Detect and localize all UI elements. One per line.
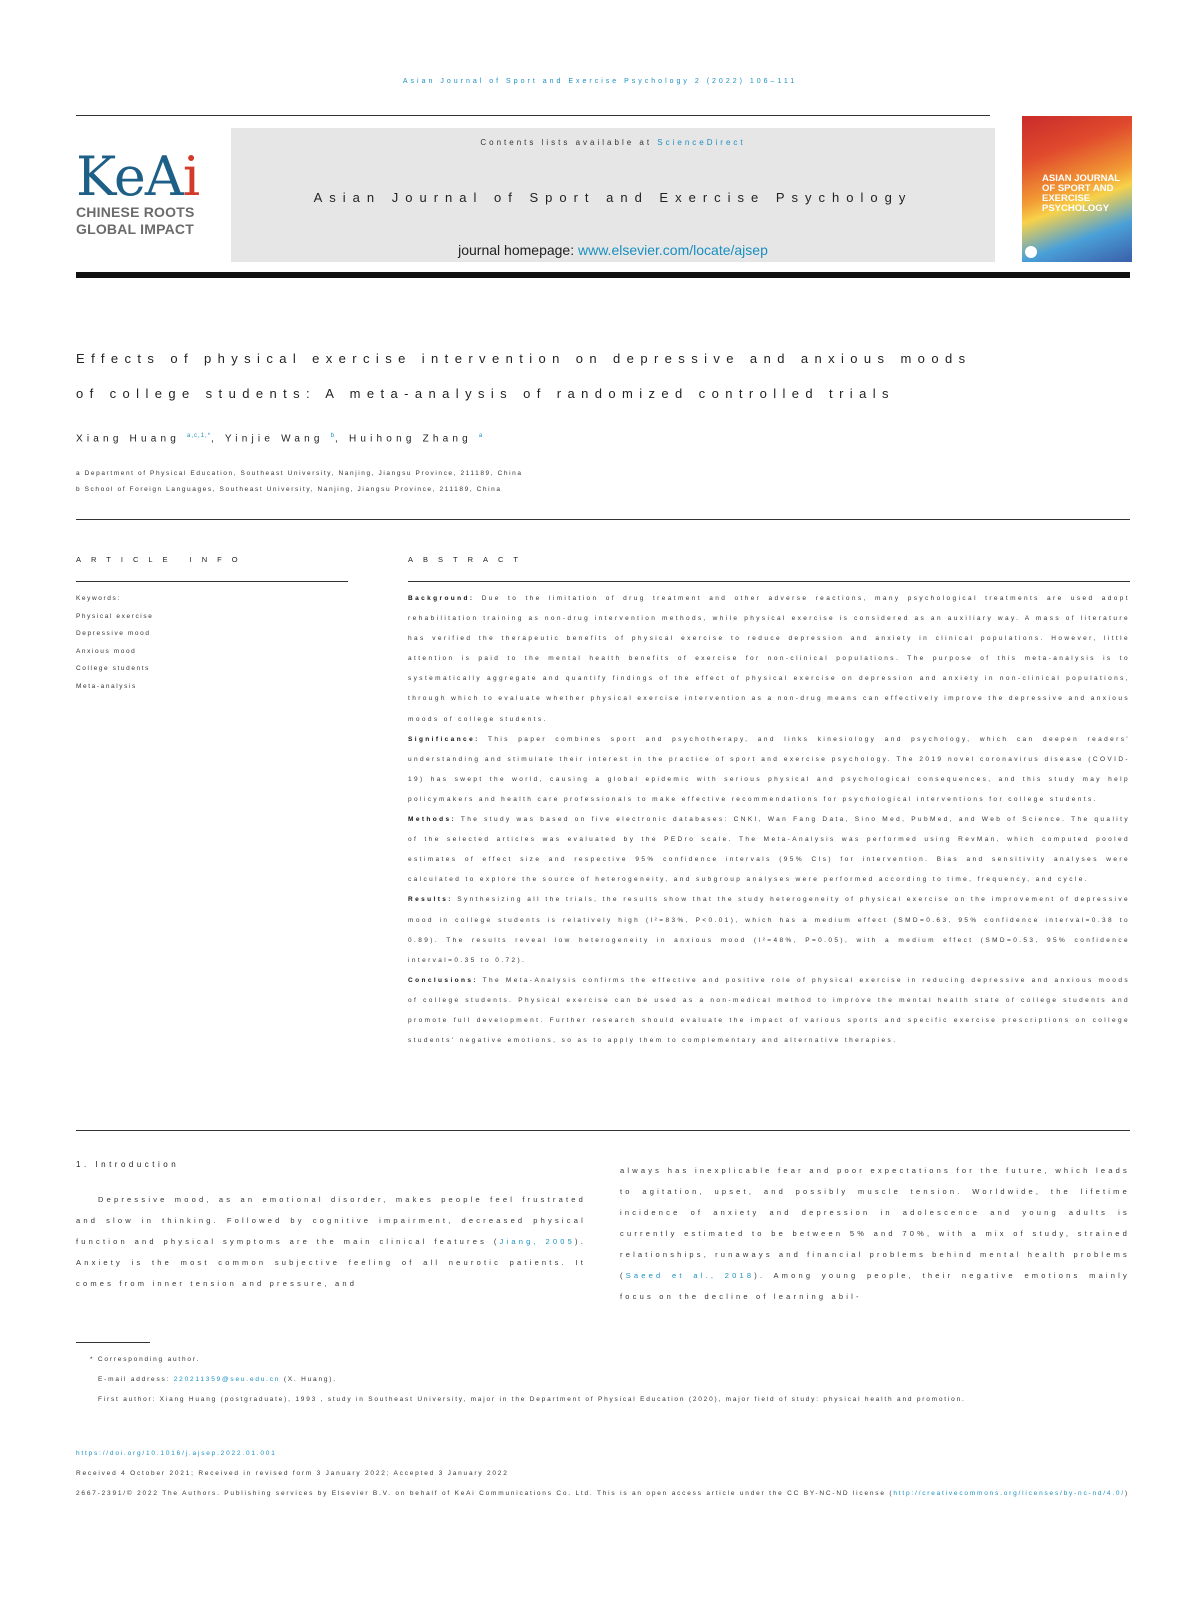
article-title-line-1: Effects of physical exercise intervention on depressive and anxious moods — [76, 351, 972, 366]
cover-publisher-logo-icon — [1025, 246, 1037, 258]
logo-text-i: i — [182, 145, 200, 208]
header-rule — [76, 115, 990, 116]
body-column-left — [76, 1160, 586, 1294]
keyword-list — [76, 590, 348, 695]
introduction-heading: 1. Introduction — [76, 1160, 180, 1169]
paragraph-text: ). Among young people, their negative emotions mainly focus on the decline of learning abil- — [620, 1271, 1130, 1301]
paragraph-text: always has inexplicable fear and poor expectations for the future, which leads to agitation, upset, and possibly muscle tension. Worldwide, the lifetime incidence of anxiety and depression in adolescence and young adults is currently estimated to be between 5% and 70%, with a mix of study, strained relationships, runaways and financial problems behind mental health problems ( — [620, 1166, 1130, 1280]
author-affiliation-mark[interactable]: b — [330, 433, 335, 439]
header-thick-rule — [76, 272, 1130, 278]
author-name[interactable]: Huihong Zhang — [348, 433, 472, 445]
author-name[interactable]: Yinjie Wang — [224, 433, 324, 445]
cover-title: ASIAN JOURNAL OF SPORT AND EXERCISE PSYCHOLOGY — [1042, 173, 1120, 214]
section-text: Due to the limitation of drug treatment and other adverse reactions, many psychological treatments are used adopt rehabilitation training as non-drug intervention methods, while physical exercise is considered as an auxiliary way. A mass of literature has verified the therapeutic benefits of physical exercise to reduce depression and anxiety in clinical populations. However, little attention is paid to the mental health benefits of exercise for non-clinical populations. The purpose of this meta-analysis is to systematically aggregate and quantify findings of the effect of physical exercise on depression and anxiety in non-clinical populations, through which to evaluate whether physical exercise intervention as a non-drug means can effectively improve the depressive and anxious moods of college students. — [408, 595, 1130, 723]
journal-reference[interactable]: Asian Journal of Sport and Exercise Psychology 2 (2022) 106–111 — [402, 78, 798, 85]
author-affiliation-mark[interactable]: a,c,1,* — [187, 433, 212, 439]
section-text: The Meta-Analysis confirms the effective and positive role of physical exercise in reducing depressive and anxious moods of college students. Physical exercise can be used as a non-medical method to improve the mental health state of college students and promote full development. Further research should evaluate the impact of various sports and specific exercise prescriptions on college students' negative emotions, so as to apply them to complementary and alternative therapies. — [408, 976, 1130, 1045]
abstract-methods — [408, 810, 1130, 890]
article-title-line-2: of college students: A meta-analysis of randomized controlled trials — [76, 386, 895, 401]
citation-link[interactable]: Saeed et al., 2018 — [625, 1271, 755, 1280]
author-list: Xiang Huang $^{a,c,1,*}$, Yinjie Wang $^b$, Huihong Zhang $^a$ — [76, 433, 484, 445]
section-rule — [76, 519, 1130, 520]
abstract-body — [408, 589, 1130, 1051]
keyword-item[interactable]: Depressive mood — [76, 630, 151, 637]
journal-title: Asian Journal of Sport and Exercise Psychology — [313, 190, 913, 205]
intro-paragraph — [76, 1189, 586, 1294]
license-end: ) — [1124, 1490, 1129, 1497]
email-link[interactable]: 220211359@seu.edu.cn — [173, 1376, 281, 1383]
footnote-rule — [76, 1342, 150, 1343]
keyword-item[interactable]: Meta-analysis — [76, 682, 137, 690]
article-info-rule — [76, 581, 348, 582]
author-affiliation-mark[interactable]: a — [478, 433, 484, 439]
section-label: Significance: — [408, 735, 480, 743]
section-label: Results: — [408, 896, 453, 904]
section-label: Conclusions: — [408, 976, 478, 984]
section-label: Methods: — [408, 816, 457, 824]
sciencedirect-link[interactable]: ScienceDirect — [657, 138, 746, 147]
homepage-link[interactable]: www.elsevier.com/locate/ajsep — [578, 242, 768, 258]
logo-tagline-1: CHINESE ROOTS — [76, 204, 195, 220]
intro-paragraph-continued — [620, 1160, 1130, 1307]
keyword-item[interactable]: Anxious mood — [76, 647, 137, 655]
journal-header-box — [231, 128, 995, 262]
license-text: 2667-2391/© 2022 The Authors. Publishing services by Elsevier B.V. on behalf of KeAi Communications Co. Ltd. This is an open access article under the CC BY-NC-ND license ( — [76, 1490, 894, 1497]
affiliation-b: b School of Foreign Languages, Southeast University, Nanjing, Jiangsu Province, 211189, China — [76, 486, 502, 493]
email-prefix: E-mail address: — [98, 1376, 174, 1383]
doi-link[interactable]: https://doi.org/10.1016/j.ajsep.2022.01.001 — [76, 1450, 277, 1457]
section-text: This paper combines sport and psychotherapy, and links kinesiology and psychology, which can deepen readers' understanding and stimulate their interest in the practice of sport and exercise psychology. The 2019 novel coronavirus disease (COVID-19) has swept the world, causing a global epidemic with serious physical and psychological consequences, and this study may help policymakers and health care professionals to make effective recommendations for psychological interventions for college students. — [408, 735, 1130, 803]
paragraph-text: ). Anxiety is the most common subjective feeling of all neurotic patients. It comes from inner tension and pressure, and — [76, 1237, 586, 1288]
section-text: The study was based on five electronic databases: CNKI, Wan Fang Data, Sino Med, PubMed, and Web of Science. The quality of the selected articles was evaluated by the PEDro scale. The Meta-Analysis was performed using RevMan, which computed pooled estimates of effect size and respective 95% confidence intervals (95% CIs) for intervention. Bias and sensitivity analyses were calculated to explore the source of heterogeneity, and subgroup analyses were performed according to time, frequency, and cycle. — [408, 816, 1130, 884]
contents-prefix: Contents lists available at — [480, 138, 658, 147]
keyword-item[interactable]: College students — [76, 665, 151, 672]
body-column-right — [620, 1160, 1130, 1307]
footnote-first-author: First author: Xiang Huang (postgraduate), 1993 , study in Southeast University, major in the Department of Physical Education (2020), major field of study: physical health and promotion. — [98, 1396, 966, 1403]
abstract-conclusions — [408, 971, 1130, 1051]
section-rule — [76, 1130, 1130, 1131]
license-link[interactable]: http://creativecommons.org/licenses/by-nc-nd/4.0/ — [893, 1490, 1125, 1497]
received-dates: Received 4 October 2021; Received in revised form 3 January 2022; Accepted 3 January 2022 — [76, 1470, 509, 1477]
homepage-prefix: journal homepage: — [458, 242, 578, 258]
abstract-heading: ABSTRACT — [408, 555, 529, 564]
paragraph-text: Depressive mood, as an emotional disorder, makes people feel frustrated and slow in thinking. Followed by cognitive impairment, decreased physical function and physical symptoms are the main clinical features ( — [76, 1195, 586, 1246]
logo-tagline-2: GLOBAL IMPACT — [76, 221, 194, 237]
footnote-corresponding: * Corresponding author. — [90, 1356, 201, 1363]
keywords-label: Keywords: — [76, 595, 121, 602]
homepage-line — [231, 242, 995, 258]
logo-text: KeA — [76, 145, 183, 208]
citation-link[interactable]: Jiang, 2005 — [499, 1237, 576, 1246]
article-info-heading: ARTICLE INFO — [76, 555, 248, 564]
keai-logo-mark — [76, 145, 226, 208]
license-statement — [76, 1484, 1130, 1504]
journal-cover-image[interactable] — [1022, 116, 1132, 262]
keyword-item[interactable]: Physical exercise — [76, 612, 154, 620]
publisher-logo — [76, 145, 226, 238]
author-name[interactable]: Xiang Huang — [76, 433, 181, 445]
affiliation-a: a Department of Physical Education, Southeast University, Nanjing, Jiangsu Province, 211189, China — [76, 470, 523, 477]
abstract-background — [408, 589, 1130, 730]
section-text: Synthesizing all the trials, the results show that the study heterogeneity of physical exercise on the improvement of depressive mood in college students is relatively high (I²=83%, P<0.01), which has a medium effect (SMD=0.63, 95% confidence interval=0.38 to 0.89). The results reveal low heterogeneity in anxious mood (I²=48%, P=0.05), with a medium effect (SMD=0.53, 95% confidence interval=0.35 to 0.72). — [408, 896, 1130, 964]
footnote-email — [76, 1370, 1130, 1390]
email-suffix: (X. Huang). — [280, 1376, 337, 1383]
abstract-significance — [408, 730, 1130, 810]
abstract-results — [408, 890, 1130, 970]
abstract-rule — [408, 581, 1130, 582]
section-label: Background: — [408, 595, 475, 602]
contents-line — [231, 138, 995, 147]
